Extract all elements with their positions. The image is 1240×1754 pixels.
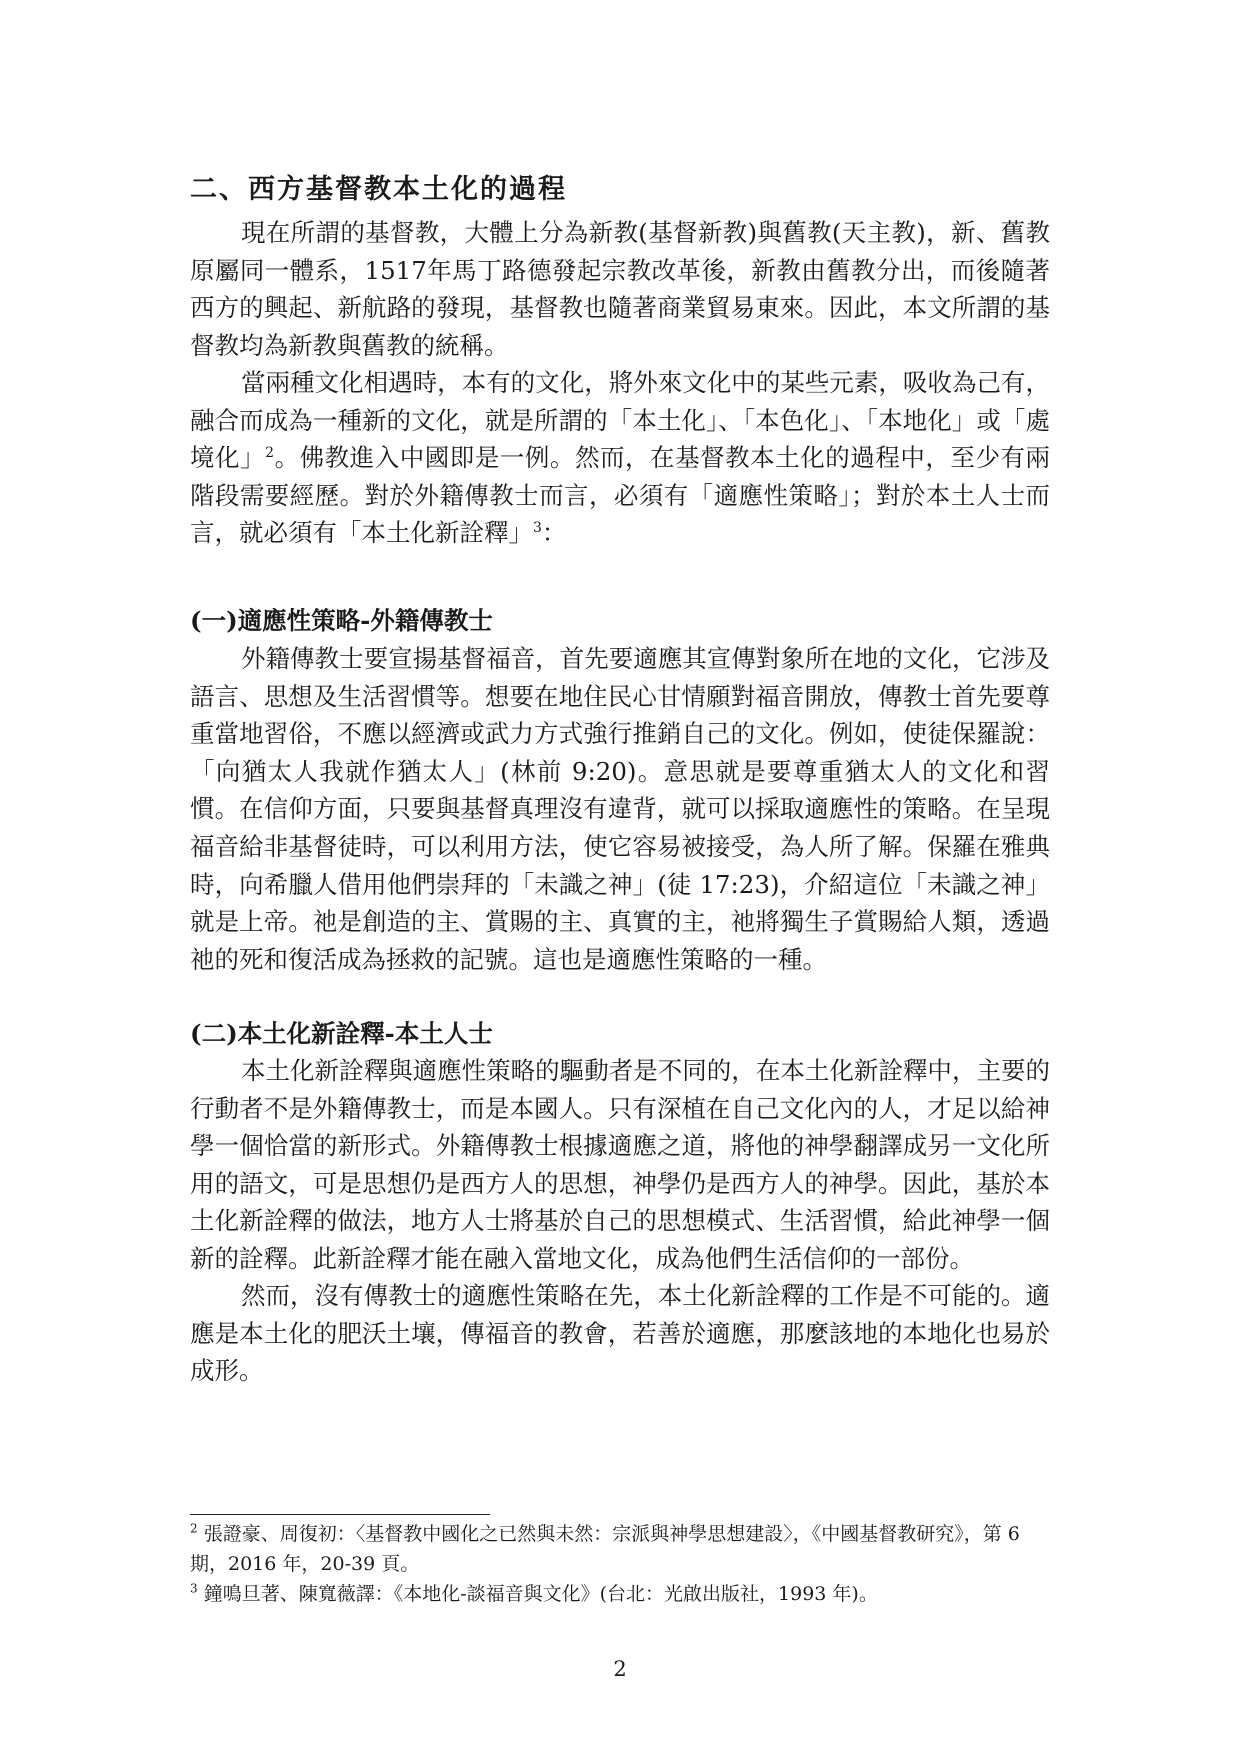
paragraph-2-part-b: 。佛教進入中國即是一例。然而，在基督教本土化的過程中，至少有兩階段需要經歷。對於外籍傳教士而言，必須有「適應性策略」；對於本土人士而言，就必須有「本土化新詮釋」 — [190, 443, 1051, 548]
paragraph-2-part-a: 當兩種文化相遇時，本有的文化，將外來文化中的某些元素，吸收為己有，融合而成為一種新的文化，就是所謂的「本土化」、「本色化」、「本地化」或「處境化」 — [190, 368, 1050, 473]
subsection-title-1: (一)適應性策略-外籍傳教士 — [190, 606, 493, 635]
paragraph-3: 外籍傳教士要宣揚基督福音，首先要適應其宣傳對象所在地的文化，它涉及語言、思想及生活習慣等。想要在地住民心甘情願對福音開放，傳教士首先要尊重當地習俗，不應以經濟或武力方式強行推銷自己的文化。例如，使徒保羅說：「向猶太人我就作猶太人」(林前 9:20)。意思就是要尊重猶太人的文化和習慣。在信仰方面，只要與基督真理沒有違背，就可以採取適應性的策略。在呈現福音給非基督徒時，可以利用方法，使它容易被接受，為人所了解。保羅在雅典時，向希臘人借用他們崇拜的「未識之神」(徒 17:23)，介紹這位「未識之神」就是上帝。祂是創造的主、賞賜的主、真實的主，祂將獨生子賞賜給人類，透過祂的死和復活成為拯救的記號。這也是適應性策略的一種。 — [190, 644, 1050, 974]
paragraph-4: 本土化新詮釋與適應性策略的驅動者是不同的，在本土化新詮釋中，主要的行動者不是外籍傳教士，而是本國人。只有深植在自己文化內的人，才足以給神學一個恰當的新形式。外籍傳教士根據適應之道，將他的神學翻譯成另一文化所用的語文，可是思想仍是西方人的思想，神學仍是西方人的神學。因此，基於本土化新詮釋的做法，地方人士將基於自己的思想模式、生活習慣，給此神學一個新的詮釋。此新詮釋才能在融入當地文化，成為他們生活信仰的一部份。 — [190, 1056, 1050, 1273]
footnote-ref-3[interactable]: 3 — [533, 520, 542, 537]
paragraph-2-part-c: ： — [541, 518, 567, 548]
paragraph-5: 然而，沒有傳教士的適應性策略在先，本土化新詮釋的工作是不可能的。適應是本土化的肥沃土壤，傳福音的教會，若善於適應，那麼該地的本地化也易於成形。 — [190, 1281, 1050, 1386]
subsection-title-2: (二)本土化新詮釋-本土人士 — [190, 1019, 493, 1048]
footnote-separator — [190, 1514, 490, 1515]
footnote-2-number: 2 — [190, 1521, 198, 1536]
footnote-2-text: 張證豪、周復初：〈基督教中國化之已然與未然：宗派與神學思想建設〉，《中國基督教研究》，第 6 期，2016 年，20-39 頁。 — [190, 1523, 1020, 1575]
paragraph-2 — [190, 364, 1050, 552]
section-title: 二、西方基督教本土化的過程 — [190, 174, 567, 205]
footnote-2 — [190, 1519, 1050, 1579]
footnote-3 — [190, 1579, 1050, 1609]
footnote-3-text: 鐘鳴旦著、陳寬薇譯：《本地化-談福音與文化》(台北：光啟出版社，1993 年)。 — [203, 1583, 878, 1605]
page-number: 2 — [613, 1657, 627, 1681]
footnote-3-number: 3 — [190, 1581, 198, 1596]
paragraph-1: 現在所謂的基督教，大體上分為新教(基督新教)與舊教(天主教)，新、舊教原屬同一體系，1517年馬丁路德發起宗教改革後，新教由舊教分出，而後隨著西方的興起、新航路的發現，基督教也隨著商業貿易東來。因此，本文所謂的基督教均為新教與舊教的統稱。 — [190, 218, 1050, 360]
footnote-ref-2[interactable]: 2 — [265, 445, 275, 462]
